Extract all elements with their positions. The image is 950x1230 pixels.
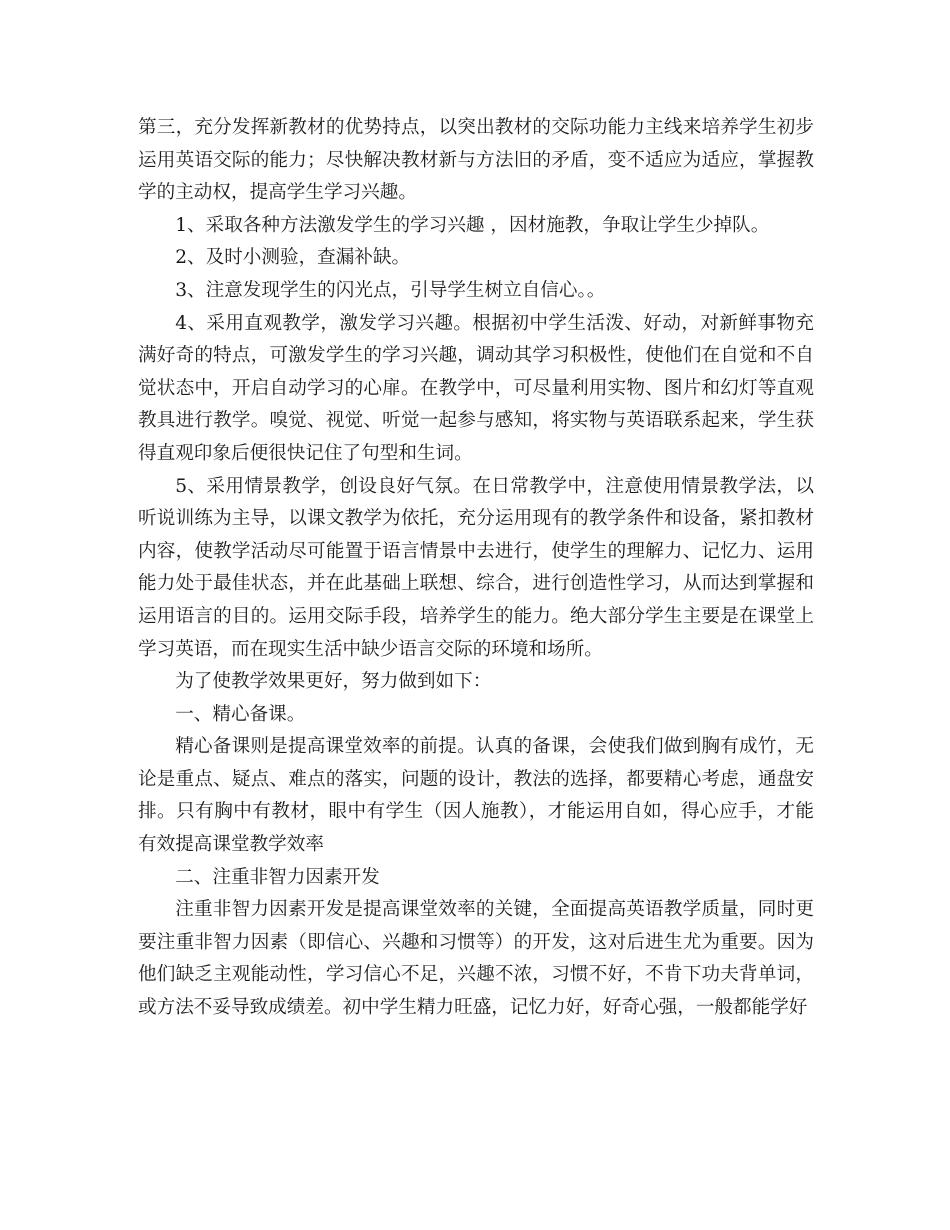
paragraph-section-2: 注重非智力因素开发是提高课堂效率的关键，全面提高英语教学质量，同时更要注重非智力因素（即信心、兴趣和习惯等）的开发，这对后进生尤为重要。因为他们缺乏主观能动性，学习信心不足，兴趣不浓，习惯不好，不肯下功夫背单词，或方法不妥导致成绩差。初中学生精力旺盛，记忆力好，好奇心强，一般都能学好 xyxy=(138,899,814,1019)
paragraph-item-4: 4、采用直观教学，激发学习兴趣。根据初中学生活泼、好动，对新鲜事物充满好奇的特点，可激发学生的学习兴趣，调动其学习积极性，使他们在自觉和不自觉状态中，开启自动学习的心扉。在教学中，可尽量利用实物、图片和幻灯等直观教具进行教学。嗅觉、视觉、听觉一起参与感知，将实物与英语联系起来，学生获得直观印象后便很快记住了句型和生词。 xyxy=(138,312,814,464)
paragraph-intro: 第三，充分发挥新教材的优势持点，以突出教材的交际功能力主线来培养学生初步运用英语交际的能力；尽快解决教材新与方法旧的矛盾，变不适应为适应，掌握教学的主动权，提高学生学习兴趣。 xyxy=(138,117,814,204)
paragraph-item-3: 3、注意发现学生的闪光点，引导学生树立自信心。。 xyxy=(175,279,606,301)
section-heading-1: 一、精心备课。 xyxy=(175,703,306,725)
document-body xyxy=(138,112,814,1025)
paragraph-item-5: 5、采用情景教学，创设良好气氛。在日常教学中，注意使用情景教学法，以听说训练为主导，以课文教学为依托，充分运用现有的教学条件和设备，紧扣教材内容，使教学活动尽可能置于语言情景中去进行，使学生的理解力、记忆力、运用能力处于最佳状态，并在此基础上联想、综合，进行创造性学习，从而达到掌握和运用语言的目的。运用交际手段，培养学生的能力。绝大部分学生主要是在课堂上学习英语，而在现实生活中缺少语言交际的环境和场所。 xyxy=(138,475,814,660)
paragraph-item-1: 1、采取各种方法激发学生的学习兴趣 ，因材施教，争取让学生少掉队。 xyxy=(175,214,770,236)
paragraph-section-1: 精心备课则是提高课堂效率的前提。认真的备课，会使我们做到胸有成竹，无论是重点、疑点、难点的落实，问题的设计，教法的选择，都要精心考虑，通盘安排。只有胸中有教材，眼中有学生（因人施教），才能运用自如，得心应手，才能有效提高课堂教学效率 xyxy=(138,736,814,856)
section-heading-2: 二、注重非智力因素开发 xyxy=(175,866,380,888)
paragraph-item-2: 2、及时小测验，查漏补缺。 xyxy=(175,247,411,269)
paragraph-lead-in: 为了使教学效果更好，努力做到如下： xyxy=(175,671,492,693)
